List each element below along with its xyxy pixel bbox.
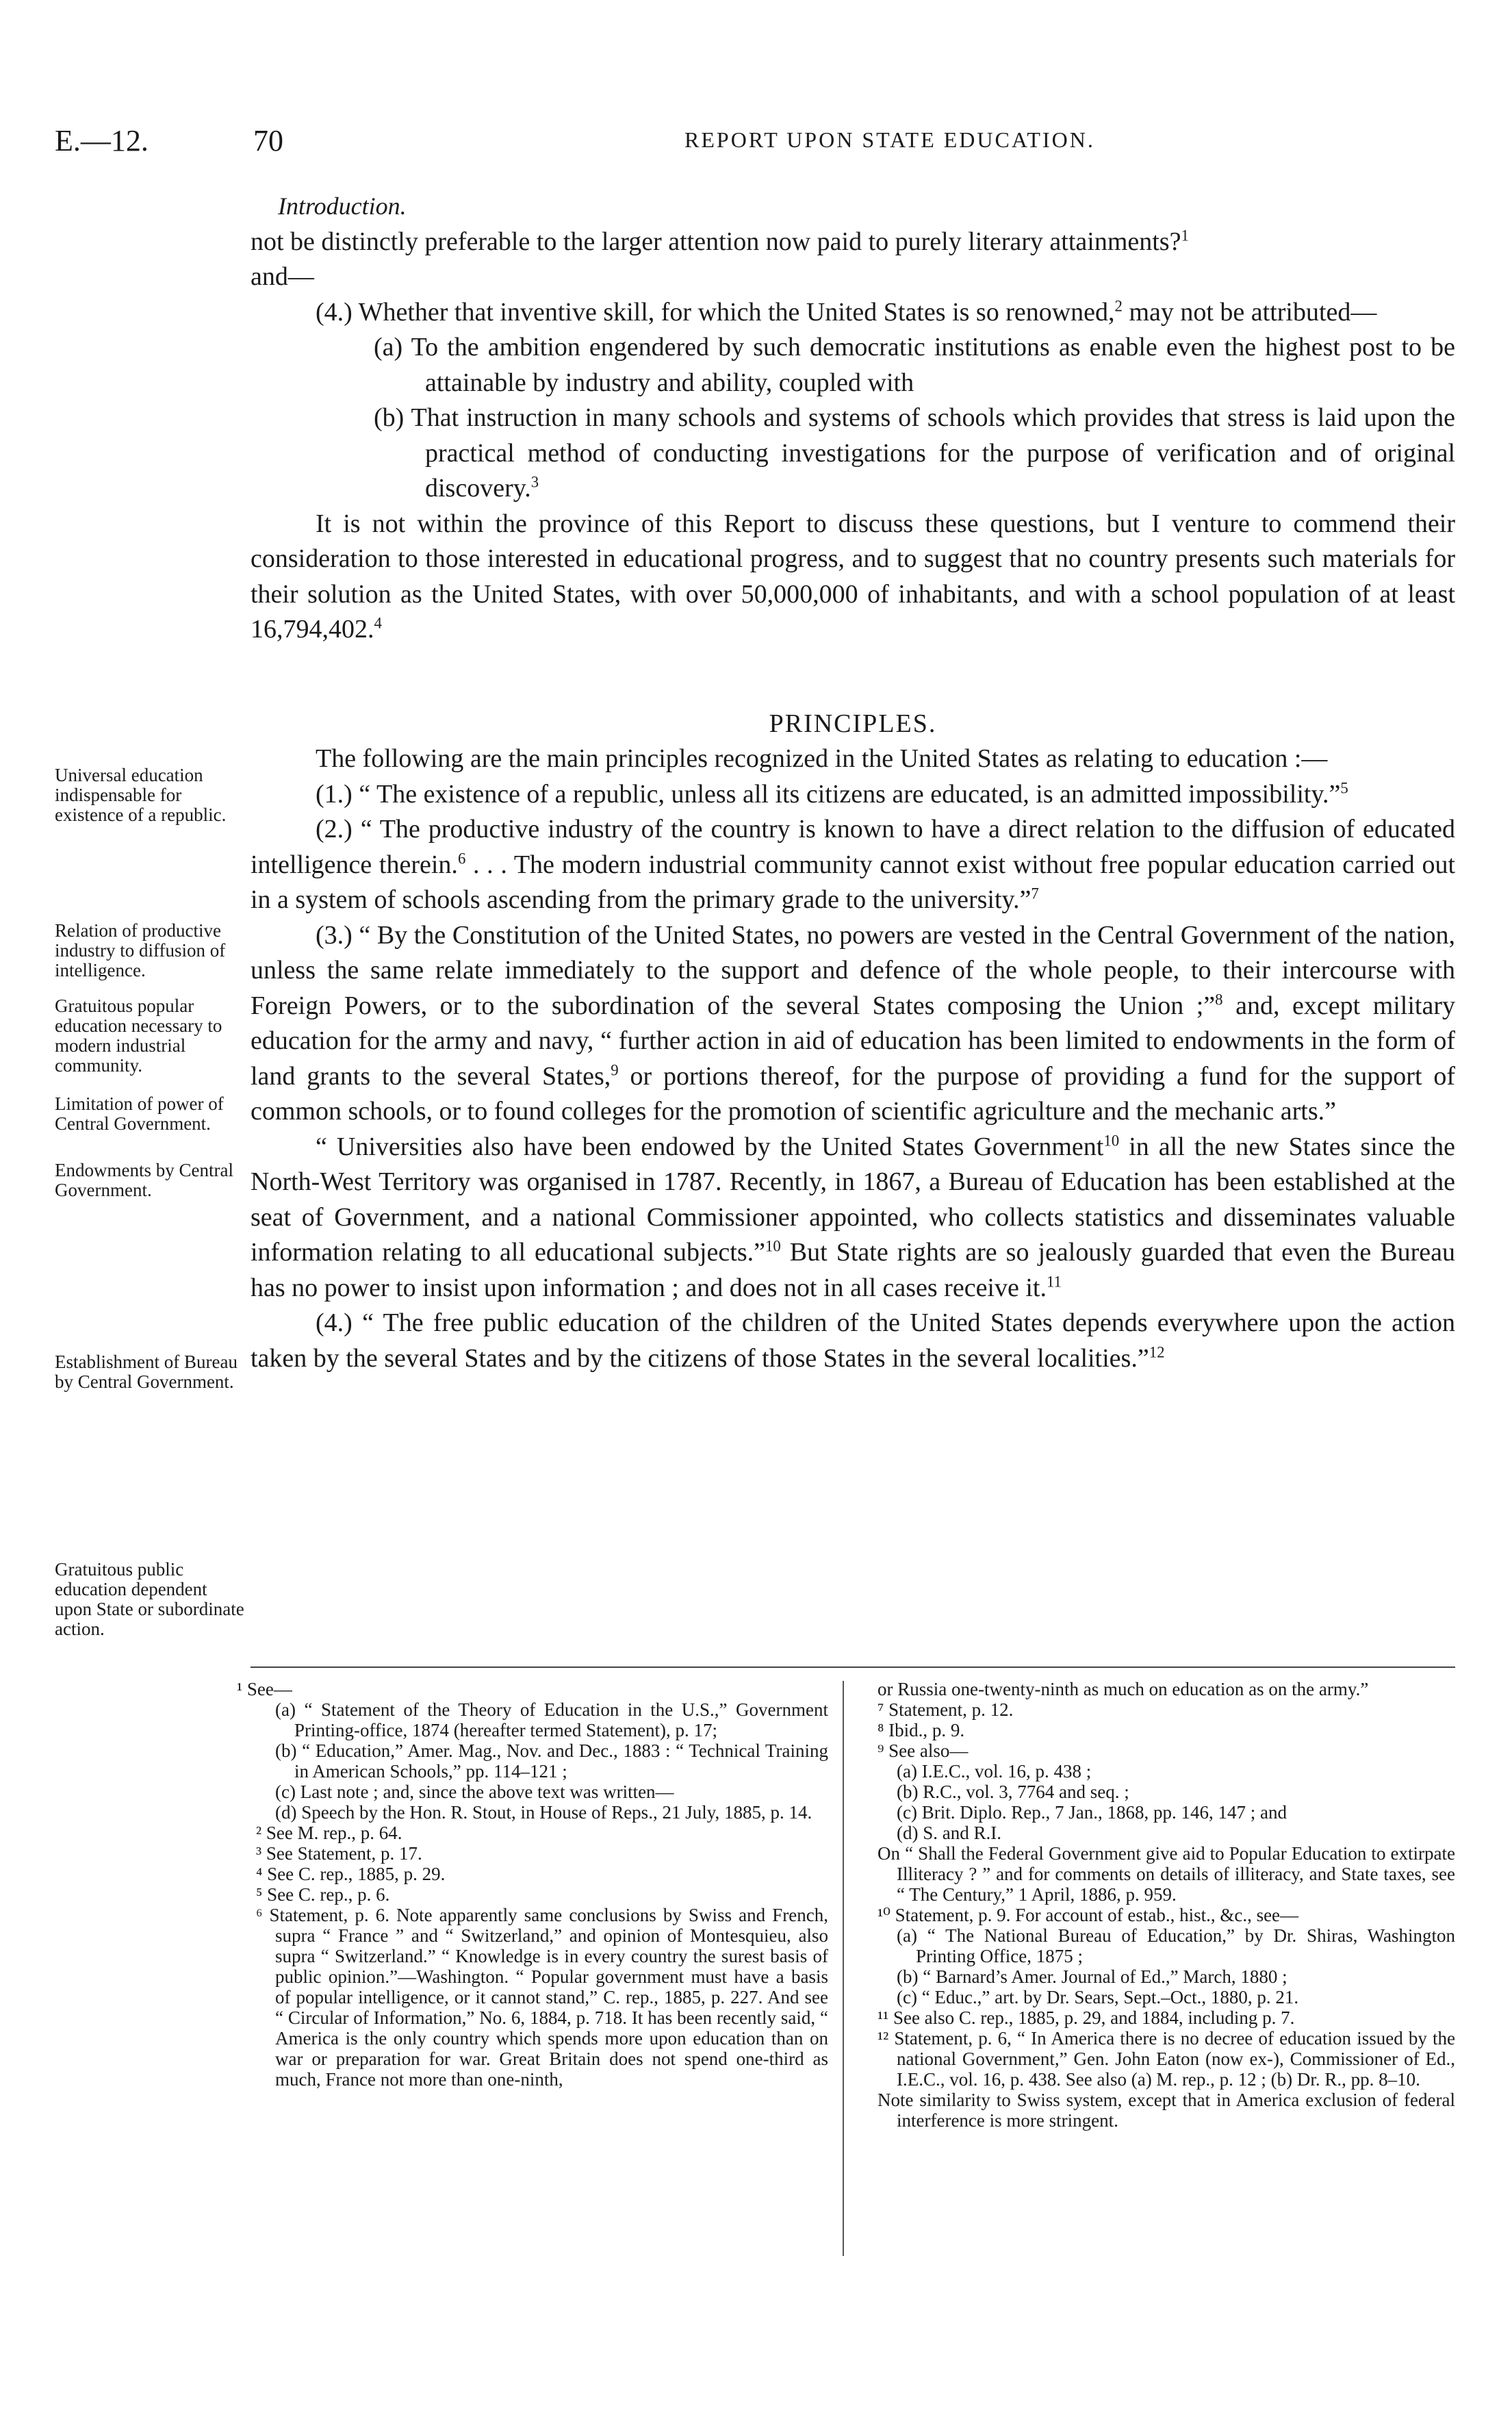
footnote: (a) “ Statement of the Theory of Education in the U.S.,” Government Printing-office, 1874 (hereafter termed Statement), p. 17; [275, 1699, 828, 1740]
footnote: ¹¹ See also C. rep., 1885, p. 29, and 1884, including p. 7. [877, 2007, 1295, 2028]
paragraph: and— [251, 262, 314, 291]
margin-note: Universal education indispensable for existence of a republic. [55, 765, 227, 825]
footnote-ref: 10 [765, 1237, 781, 1255]
footnote: ⁸ Ibid., p. 9. [877, 1720, 965, 1740]
margin-note: Relation of productive industry to diffusion of intelligence. [55, 920, 226, 980]
paragraph: (b) That instruction in many schools and systems of schools which provides that stress is laid upon the practical method of conducting investigations for the purpose of verification and of original discovery.$^3$ [374, 403, 1455, 503]
footnote: ⁴ See C. rep., 1885, p. 29. [256, 1864, 446, 1884]
footnote: (a) “ The National Bureau of Education,” by Dr. Shiras, Washington Printing Office, 1875 ; [897, 1925, 1455, 1966]
paragraph: (2.) “ The productive industry of the country is known to have a direct relation to the diffusion of educated intelligence therein.$^6$ . . . The modern industrial community cannot exist without free popular education carried out in a system of schools ascending from the primary grade to the university.”$^7$ [251, 815, 1455, 914]
footnote-ref: 8 [1215, 990, 1223, 1008]
footnote: ³ See Statement, p. 17. [256, 1843, 422, 1864]
footnote-ref: 10 [1103, 1131, 1120, 1149]
footnote: Note similarity to Swiss system, except that in America exclusion of federal interference is more stringent. [877, 2090, 1455, 2131]
footnote-ref: 6 [457, 849, 466, 867]
margin-note: Endowments by Central Government. [55, 1160, 233, 1200]
footnote: (c) Last note ; and, since the above text was written— [275, 1782, 674, 1802]
footnote: (c) “ Educ.,” art. by Dr. Sears, Sept.–Oct., 1880, p. 21. [897, 1987, 1299, 2007]
footnote: (d) Speech by the Hon. R. Stout, in House of Reps., 21 July, 1885, p. 14. [275, 1802, 812, 1823]
margin-note: Gratuitous popular education necessary to modern industrial community. [55, 996, 222, 1076]
footnote: (d) S. and R.I. [897, 1823, 1001, 1843]
footnote-ref: 7 [1031, 885, 1039, 902]
paragraph: “ Universities also have been endowed by the United States Government$^{10}$ in all the new States since the North-West Territory was organised in 1787. Recently, in 1867, a Bureau of Education has been established at the seat of Government, and a national Commissioner appointed, who collects statistics and disseminates valuable information relating to all educational subjects.”$^{10}$ But State rights are so jealously guarded that even the Bureau has no power to insist upon information ; and does not in all cases receive it.$^{11}$ [251, 1131, 1456, 1302]
footnote: ⁷ Statement, p. 12. [877, 1699, 1014, 1720]
margin-note: Establishment of Bureau by Central Government. [55, 1352, 238, 1392]
footnote: or Russia one-twenty-ninth as much on education as on the army.” [877, 1679, 1369, 1699]
paragraph: (3.) “ By the Constitution of the United States, no powers are vested in the Central Government of the nation, unless the same relate immediately to the support and defence of the whole people, to their intercourse with Foreign Powers, or to the subordination of the several States composing the Union ;”$^8$ and, except military education for the army and navy, “ further action in aid of education has been limited to endowments in the form of land grants to the several States,$^9$ or portions thereof, for the purpose of providing a fund for the support of common schools, or to found colleges for the promotion of scientific agriculture and the mechanic arts.” [251, 920, 1456, 1126]
footnote-ref: 4 [374, 614, 382, 632]
footnote-divider [251, 1666, 1455, 1668]
footnote: (b) “ Education,” Amer. Mag., Nov. and Dec., 1883 : “ Technical Training in American Schools,” pp. 114–121 ; [275, 1740, 828, 1782]
footnote: ¹ See— [237, 1679, 292, 1699]
paragraph: It is not within the province of this Report to discuss these questions, but I venture to commend their consideration to those interested in educational progress, and to suggest that no country presents such materials for their solution as the United States, with over 50,000,000 of inhabitants, and with a school population of at least 16,794,402.$^4$ [251, 509, 1455, 644]
paragraph: (4.) Whether that inventive skill, for which the United States is so renowned,$^2$ may not be attributed— [316, 296, 1377, 327]
footnote: (c) Brit. Diplo. Rep., 7 Jan., 1868, pp. 146, 147 ; and [897, 1802, 1287, 1823]
footnote: ² See M. rep., p. 64. [256, 1823, 402, 1843]
margin-note: Gratuitous public education dependent upon State or subordinate action. [55, 1559, 244, 1639]
paragraph: (4.) “ The free public education of the children of the United States depends everywhere upon the action taken by the several States and by the citizens of those States in the several localities.”$^{12}$ [251, 1308, 1455, 1373]
section-subheading: Introduction. [278, 192, 407, 220]
footnote-ref: 9 [611, 1061, 619, 1078]
footnote: ⁶ Statement, p. 6. Note apparently same conclusions by Swiss and French, supra “ France ” and “ Switzerland,” and opinion of Montesquieu, also supra “ Switzerland.” “ Knowledge is in every country the surest basis of public opinion.”—Washington. “ Popular government must have a basis of popular intelligence, or it cannot stand,” C. rep., 1885, p. 227. And see “ Circular of Information,” No. 6, 1884, p. 718. It has been recently said, “ America is the only country which spends more upon education than on war or preparation for war. Great Britain does not spend one-third as much, France not more than one-ninth, [256, 1905, 828, 2090]
paragraph: (1.) “ The existence of a republic, unless all its citizens are educated, is an admitted impossibility.”$^5$ [316, 778, 1348, 809]
footnote: (b) “ Barnard’s Amer. Journal of Ed.,” March, 1880 ; [897, 1966, 1287, 1987]
section-title: PRINCIPLES. [769, 709, 937, 738]
footnotes-right [858, 1679, 1455, 2131]
footnote: (a) I.E.C., vol. 16, p. 438 ; [897, 1761, 1092, 1782]
footnote-ref: 5 [1340, 778, 1348, 796]
margin-note: Limitation of power of Central Government. [55, 1093, 224, 1134]
page-number: 70 [253, 124, 283, 157]
footnote-ref: 3 [530, 473, 539, 491]
main-text [251, 189, 1455, 1376]
footnote: ⁹ See also— [877, 1740, 969, 1761]
footnote-ref: 1 [1181, 226, 1189, 244]
footnote-column-divider [843, 1681, 844, 2256]
footnote-ref: 12 [1149, 1343, 1165, 1360]
footnote: ¹² Statement, p. 6, “ In America there is no decree of education issued by the national Government,” Gen. John Eaton (now ex-), Commissioner of Ed., I.E.C., vol. 16, p. 438. See also (a) M. rep., p. 12 ; (b) Dr. R., pp. 8–10. [877, 2028, 1455, 2090]
paragraph: The following are the main principles recognized in the United States as relating to education :— [316, 744, 1328, 773]
footnote-ref: 11 [1046, 1272, 1062, 1290]
footnote: On “ Shall the Federal Government give aid to Popular Education to extirpate Illiteracy ? ” and for comments on details of illiteracy, and State taxes, see “ The Century,” 1 April, 1886, p. 959. [877, 1843, 1455, 1905]
running-title: REPORT UPON STATE EDUCATION. [684, 127, 1095, 152]
footnotes-left [237, 1679, 828, 2090]
footnote: ¹⁰ Statement, p. 9. For account of estab., hist., &c., see— [877, 1905, 1299, 1925]
running-header [55, 123, 1451, 164]
footnote: ⁵ See C. rep., p. 6. [256, 1884, 390, 1905]
paragraph: not be distinctly preferable to the larger attention now paid to purely literary attainments?$^1$ [251, 226, 1189, 256]
footnote-ref: 2 [1114, 296, 1123, 314]
report-reference: E.—12. [55, 124, 149, 157]
footnote: (b) R.C., vol. 3, 7764 and seq. ; [897, 1782, 1129, 1802]
paragraph: (a) To the ambition engendered by such democratic institutions as enable even the highest post to be attainable by industry and ability, coupled with [374, 333, 1455, 397]
